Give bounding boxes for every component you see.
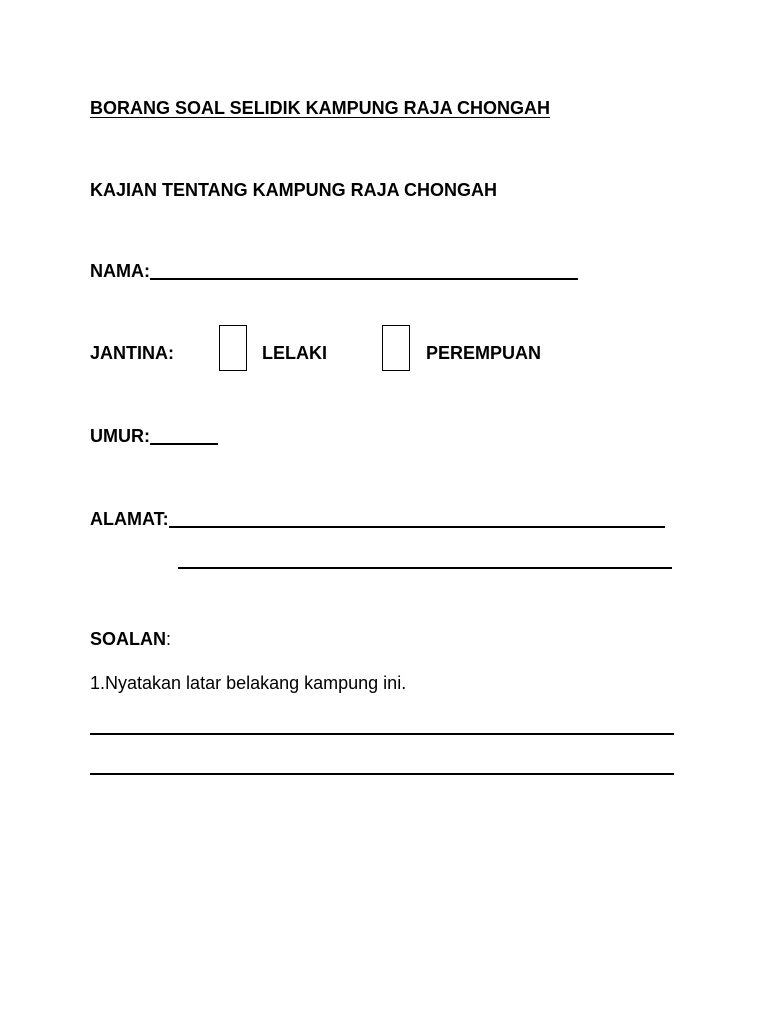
alamat-blank-line-2[interactable]: [178, 567, 672, 569]
umur-label: UMUR:: [90, 426, 150, 446]
soalan-heading-text: SOALAN: [90, 629, 166, 649]
nama-label: NAMA:: [90, 261, 150, 281]
perempuan-label: PEREMPUAN: [426, 343, 542, 363]
soalan-heading-colon: :: [166, 629, 172, 649]
nama-blank-line[interactable]: [150, 260, 578, 280]
jantina-label: JANTINA:: [90, 343, 174, 363]
question-1: 1.Nyatakan latar belakang kampung ini.: [90, 673, 407, 693]
nama-field: [90, 260, 578, 282]
form-subtitle: KAJIAN TENTANG KAMPUNG RAJA CHONGAH: [90, 180, 498, 200]
lelaki-checkbox[interactable]: [219, 325, 247, 371]
umur-field: [90, 425, 218, 447]
perempuan-checkbox[interactable]: [382, 325, 410, 371]
umur-blank-line[interactable]: [150, 425, 218, 445]
soalan-heading: [90, 628, 171, 650]
answer-line-2[interactable]: [90, 773, 674, 775]
form-title: BORANG SOAL SELIDIK KAMPUNG RAJA CHONGAH: [90, 98, 551, 118]
lelaki-label: LELAKI: [262, 343, 327, 363]
alamat-label: ALAMAT:: [90, 509, 169, 529]
answer-line-1[interactable]: [90, 733, 674, 735]
alamat-blank-line-1[interactable]: [169, 508, 665, 528]
alamat-field: [90, 508, 665, 530]
